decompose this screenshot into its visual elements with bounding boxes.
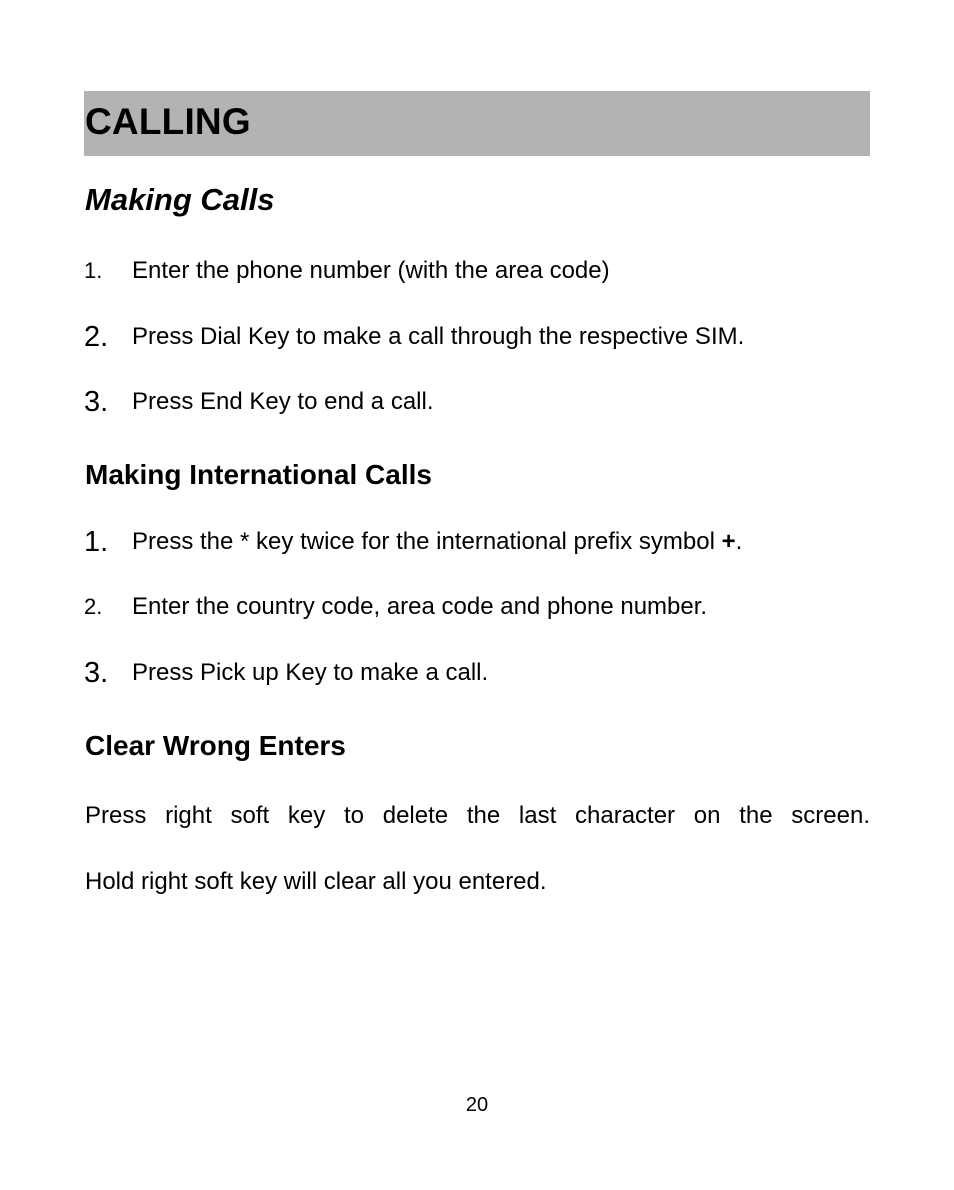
step-number: 2. [84, 321, 109, 353]
step-number: 1. [84, 526, 109, 558]
chapter-title: CALLING [85, 101, 251, 142]
step-text-main: Press the * key twice for the international prefix symbol [132, 528, 722, 555]
chapter-header-bar [84, 91, 870, 156]
page-number: 20 [465, 1094, 489, 1116]
international-calls-step-3 [84, 658, 884, 694]
step-text: Enter the phone number (with the area code) [132, 257, 610, 284]
clear-wrong-enters-line-1: Press right soft key to delete the last character on the screen. [85, 802, 870, 829]
step-number: 3. [84, 657, 109, 689]
step-number: 3. [84, 386, 109, 418]
step-text: Enter the country code, area code and phone number. [132, 593, 708, 620]
international-calls-step-1 [84, 527, 884, 563]
step-text: Press Pick up Key to make a call. [132, 659, 489, 686]
making-calls-step-3 [84, 387, 884, 423]
making-calls-step-2 [84, 322, 884, 358]
step-text-end: . [735, 528, 743, 555]
making-calls-heading: Making Calls [85, 182, 275, 217]
clear-wrong-enters-heading: Clear Wrong Enters [85, 730, 346, 761]
step-text: Press End Key to end a call. [132, 388, 434, 415]
clear-wrong-enters-line-2: Hold right soft key will clear all you entered. [85, 868, 547, 895]
international-calls-step-2 [84, 592, 884, 628]
step-number: 1. [84, 258, 103, 283]
step-text: Press Dial Key to make a call through the respective SIM. [132, 323, 745, 350]
making-calls-step-1 [84, 256, 884, 292]
step-number: 2. [84, 594, 103, 619]
international-calls-heading: Making International Calls [85, 459, 432, 490]
plus-symbol: + [721, 528, 736, 555]
step-text [132, 527, 742, 557]
